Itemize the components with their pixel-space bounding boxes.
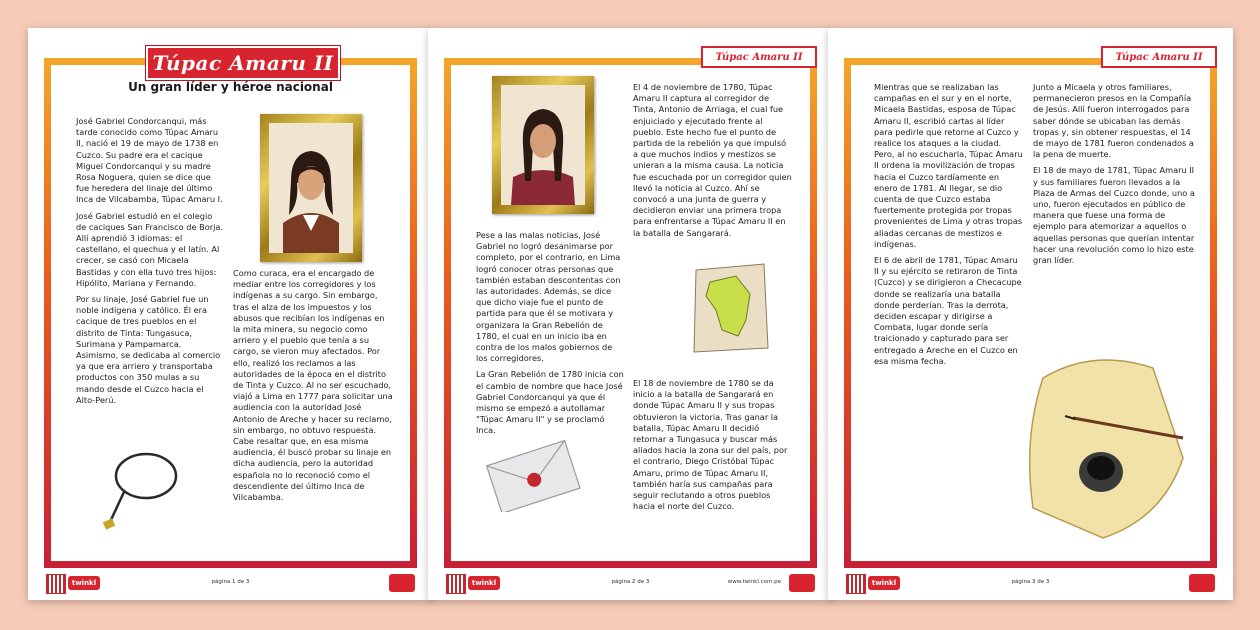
paragraph: Pese a las malas noticias, José Gabriel no logró desanimarse por completo, por el contrario, en Lima logró conocer otras personas que también estaban descontentas con las autoridades. Además, se dice que dicho viaje fue el punto de partida para que él se motivara y organizara la Gran Rebelión de 1780, el cual en un inicio iba en contra de los malos gobiernos de los corregidores. <box>476 230 621 364</box>
page-subtitle: Un gran líder y héroe nacional <box>128 80 333 94</box>
text-column-left <box>76 116 224 411</box>
paragraph: José Gabriel estudió en el colegio de caciques San Francisco de Borja. Allí aprendió 3 idiomas: el castellano, el quechua y el latín. Al crecer, se casó con Micaela Bastidas y con ella tuvo tres hijos: Hipólito, Mariana y Fernando. <box>76 210 223 288</box>
page-footer <box>46 572 415 594</box>
worksheet-page-2 <box>428 28 833 600</box>
paragraph: José Gabriel Condorcanqui, más tarde conocido como Túpac Amaru II, nació el 19 de mayo de 1738 en Cuzco. Su padre era el cacique Miguel Condorcanqui y su madre Rosa Noguera, quien se dice que fue heredera del linaje del último Inca de Vilcabamba, Túpac Amaru I. <box>76 116 223 205</box>
portrait-illustration <box>501 85 585 205</box>
peru-map-illustration <box>688 260 772 356</box>
portrait-frame <box>492 76 594 214</box>
worksheet-page-1 <box>28 28 433 600</box>
page-number: página 2 de 3 <box>611 579 650 585</box>
text-column-right-bottom <box>633 378 793 517</box>
paragraph: Como curaca, era el encargado de mediar entre los corregidores y los indígenas a su cargo. Sin embargo, tras el alza de los impuestos y los abusos que recibían los indígenas en la mita minera, su negocio como arriero y el pueblo que tenía a su cargo, se vieron muy afectados. Por ello, realizó los reclamos a las autoridades de la época en el distrito de Tinta y Cuzco. Al no ser escuchado, viajó a Lima en 1777 para solicitar una audiencia con la autoridad José Antonio de Areche y hacer su reclamo, sin embargo, no obtuvo respuesta. Cabe resaltar que, en esa misma audiencia, él buscó probar su linaje en dicha audiencia, pero la autoridad española no lo reconoció como el descendiente del último Inca de Vilcabamba. <box>233 268 393 503</box>
paragraph: Por su linaje, José Gabriel fue un noble indígena y católico. Él era cacique de tres pueblos en el distrito de Tinta: Tungasuca, Surimana y Pampamarca. Asimismo, se dedicaba al comercio ya que era arriero y transportaba productos con 350 mulas a su mando desde el Cuzco hacia el Alto-Perú. <box>76 294 221 405</box>
paragraph: El 18 de mayo de 1781, Túpac Amaru II y sus familiares fueron llevados a la Plaza de Armas del Cuzco donde, uno a uno, fueron ejecutados en público de manera que fuese una forma de ejemplo para atemorizar a aquellos o aquellas personas que querían intentar hacer una revolución como lo hizo este gran líder. <box>1033 165 1195 266</box>
page-footer <box>846 572 1215 594</box>
brand-badge-icon <box>1189 574 1215 592</box>
text-column-left <box>874 82 1024 372</box>
paragraph: El 6 de abril de 1781, Túpac Amaru II y su ejército se retiraron de Tinta (Cuzco) y se dirigieron a Checacupe donde se realizaría una batalla donde perderían. Tras la derrota, deciden escapar y dirigirse a Combata, lugar donde sería traicionado y capturado para ser entregado a Areche en el Cuzco en esa misma fecha. <box>874 255 1022 366</box>
text-column-right <box>1033 82 1195 271</box>
text-column-right-top <box>633 82 793 244</box>
rope-necklace-illustration <box>98 438 188 538</box>
header-tab <box>1101 46 1217 68</box>
twinkl-logo: twinkl <box>468 576 500 590</box>
brand-badge-icon <box>789 574 815 592</box>
paragraph: Junto a Micaela y otros familiares, permanecieron presos en la Compañía de Jesús. Allí fueron interrogados para saber dónde se ubicaban las demás tropas y, sin obtener respuestas, el 14 de mayo de 1781 fueron condenados a la pena de muerte. <box>1033 82 1194 160</box>
sealed-letter-illustration <box>484 440 582 512</box>
worksheet-page-3 <box>828 28 1233 600</box>
paragraph: Mientras que se realizaban las campañas en el sur y en el norte, Micaela Bastidas, esposa de Túpac Amaru II, escribió cartas al líder para pedirle que retorne al Cuzco y realice los ataques a la ciudad. Pero, al no escucharla, Túpac Amaru II ordena la movilización de tropas hacia el Cuzco tardíamente en enero de 1781. Al llegar, se dio cuenta de que Cuzco estaba fuertemente protegida por tropas provenientes de Lima y otras tropas aliadas cercanas de mestizos e indígenas. <box>874 82 1023 249</box>
page-footer <box>446 572 815 594</box>
website-link[interactable]: www.twinkl.com.pe <box>727 579 781 585</box>
page-number: página 3 de 3 <box>1011 579 1050 585</box>
portrait-illustration <box>269 123 353 253</box>
paragraph: El 18 de noviembre de 1780 se da inicio a la batalla de Sangarará en donde Túpac Amaru II y sus tropas obtuvieron la victoria. Tras ganar la batalla, Túpac Amaru II decidió retornar a Tungasuca y buscar más aliados hacia la zona sur del país, por el contrario, Diego Cristóbal Túpac Amaru, primo de Túpac Amaru II, también haría sus campañas para seguir reclutando a otros pueblos hacia el norte del Cuzco. <box>633 378 788 512</box>
page-title: Túpac Amaru II <box>152 51 334 75</box>
brand-badge-icon <box>389 574 415 592</box>
twinkl-logo: twinkl <box>68 576 100 590</box>
page-number: página 1 de 3 <box>211 579 250 585</box>
paragraph: La Gran Rebelión de 1780 inicia con el cambio de nombre que hace José Gabriel Condorcanqui ya que él mismo se empezó a autollamar "Túpac Amaru II" y se proclamó Inca. <box>476 369 624 436</box>
twinkl-logo: twinkl <box>868 576 900 590</box>
portrait-frame <box>260 114 362 262</box>
header-tab-title: Túpac Amaru II <box>1115 51 1203 63</box>
page-title-banner <box>146 46 340 80</box>
text-column-right <box>233 268 393 508</box>
parchment-quill-illustration <box>1013 338 1193 548</box>
paragraph: El 4 de noviembre de 1780, Túpac Amaru II captura al corregidor de Tinta, Antonio de Arriaga, el cual fue enjuiciado y ejecutado frente al pueblo. Este hecho fue el punto de partida de la rebelión ya que impulsó a que muchos indios y mestizos se unieran a la misma causa. La noticia fue escuchada por un corregidor quien llevó la noticia al Cuzco. Ahí se convocó a una junta de guerra y decidieron enviar una primera tropa para enfrentarse a Túpac Amaru II en la batalla de Sangarará. <box>633 82 792 238</box>
header-tab <box>701 46 817 68</box>
text-column-left <box>476 230 626 442</box>
header-tab-title: Túpac Amaru II <box>715 51 803 63</box>
